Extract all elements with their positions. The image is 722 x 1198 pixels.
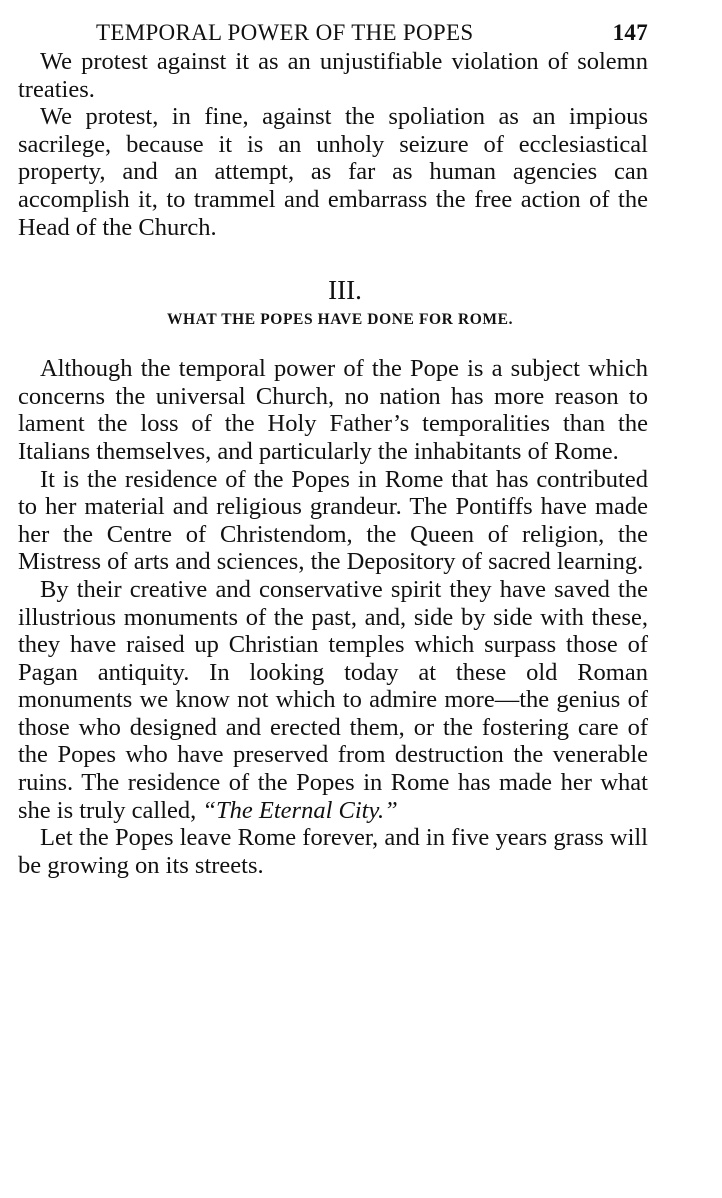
section-heading xyxy=(18,275,648,329)
paragraph-monuments xyxy=(18,576,648,824)
eternal-city-quote: “The Eternal City.” xyxy=(202,796,398,824)
paragraph-protest-spoliation: We protest, in fine, against the spoliation as an impious sacrilege, because it is an unholy seizure of ecclesiastical property, and an attempt, as far as human agencies can accomplish it, to trammel and embarrass the free action of the Head of the Church. xyxy=(18,103,648,241)
paragraph-residence-grandeur: It is the residence of the Popes in Rome that has contributed to her material and religious grandeur. The Pontiffs have made her the Centre of Christendom, the Queen of religion, the Mistress of arts and sciences, the Depository of sacred learning. xyxy=(18,465,648,576)
page-number: 147 xyxy=(612,20,648,45)
running-title: TEMPORAL POWER OF THE POPES xyxy=(96,20,474,45)
section-body xyxy=(18,355,648,879)
paragraph-protest-violation: We protest against it as an unjustifiable violation of solemn treaties. xyxy=(18,48,648,103)
section-title: WHAT THE POPES HAVE DONE FOR ROME. xyxy=(166,311,514,329)
paragraph-monuments-text: By their creative and conservative spirit they have saved the illustrious monuments of the past, and, side by side with these, they have raised up Christian temples which surpass those of Pagan antiquity. In looking today at these old Roman monuments we know not which to admire more—the genius of those who designed and erected them, or the fostering care of the Popes who have preserved from destruction the venerable ruins. The residence of the Popes in Rome has made her what she is truly called, xyxy=(18,575,648,824)
intro-block xyxy=(18,48,648,241)
paragraph-temporal-power: Although the temporal power of the Pope is a subject which concerns the universal Church, no nation has more reason to lament the loss of the Holy Father’s temporalities than the Italians themselves, and particularly the inhabitants of Rome. xyxy=(18,355,648,465)
section-number: III. xyxy=(328,275,362,306)
running-head xyxy=(18,14,648,48)
paragraph-grass-streets: Let the Popes leave Rome forever, and in five years grass will be growing on its streets. xyxy=(18,824,648,879)
book-page xyxy=(18,14,648,879)
